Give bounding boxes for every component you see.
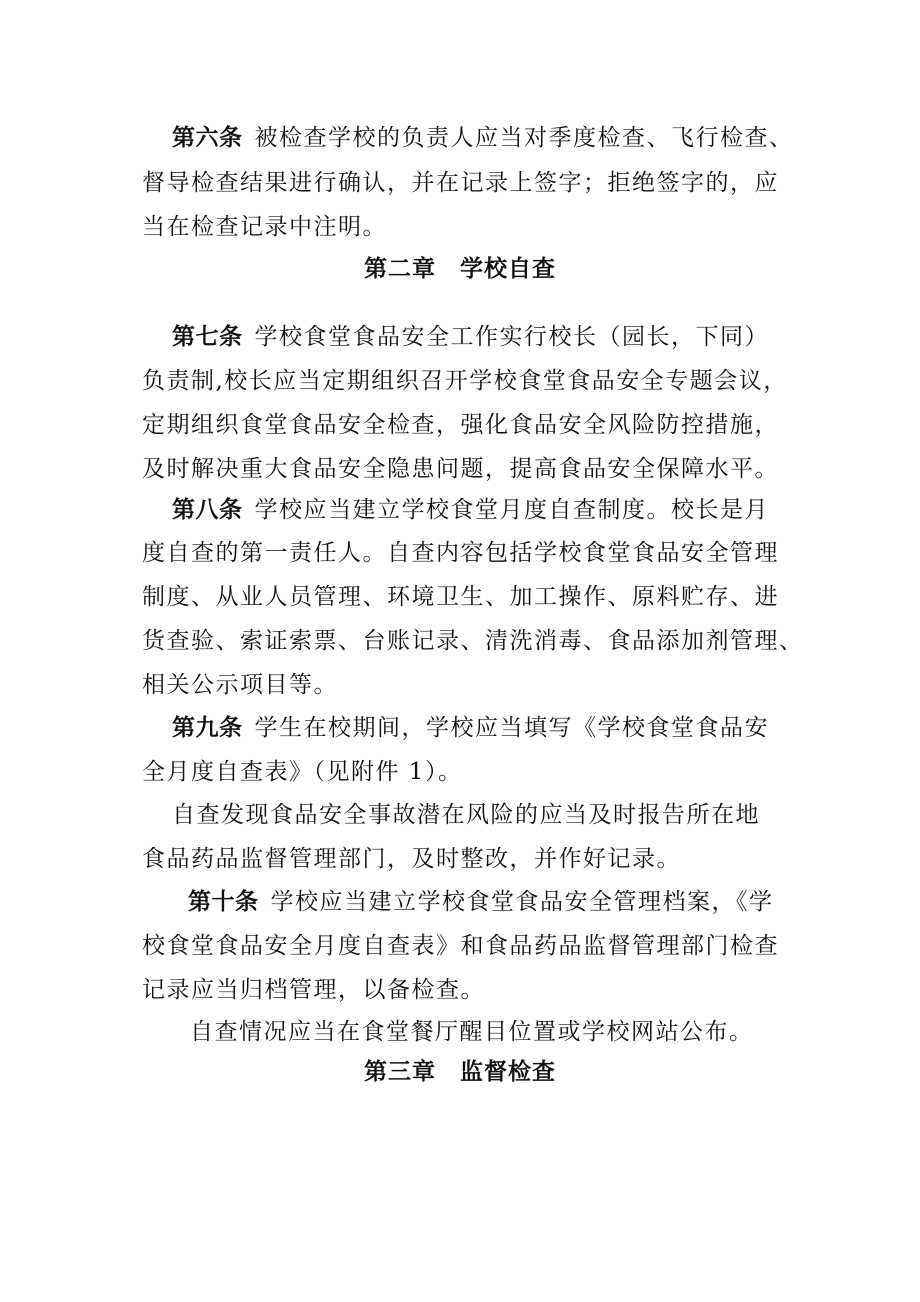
article-9-para-2-line-2: 食品药品监督管理部门，及时整改，并作好记录。 (142, 846, 681, 872)
article-6-line-2: 督导检查结果进行确认，并在记录上签字；拒绝签字的，应 (142, 170, 779, 196)
article-7-line-3: 定期组织食堂食品安全检查，强化食品安全风险防控措施， (142, 412, 779, 438)
article-10-text-1: 学校应当建立学校食堂食品安全管理档案，《学 (270, 889, 774, 915)
article-8-line-5: 相关公示项目等。 (142, 672, 338, 698)
article-10-label: 第十条 (188, 889, 259, 915)
article-8-line-4: 货查验、索证索票、台账记录、清洗消毒、食品添加剂管理、 (142, 628, 804, 654)
article-8-line-3: 制度、从业人员管理、环境卫生、加工操作、原料贮存、进 (142, 584, 779, 610)
article-8-line-1 (172, 495, 769, 525)
article-7-line-2: 负责制,校长应当定期组织召开学校食堂食品安全专题会议， (142, 368, 788, 394)
article-6-line-3: 当在检查记录中注明。 (142, 214, 387, 240)
article-10-line-2: 校食堂食品安全月度自查表》和食品药品监督管理部门检查 (142, 933, 779, 959)
article-8-label: 第八条 (172, 497, 243, 523)
article-6-text-1: 被检查学校的负责人应当对季度检查、飞行检查、 (254, 125, 794, 151)
article-6-label: 第六条 (172, 125, 243, 151)
chapter-3-heading: 第三章 监督检查 (364, 1059, 556, 1085)
chapter-2-heading: 第二章 学校自查 (364, 256, 556, 282)
article-10-line-3: 记录应当归档管理，以备检查。 (142, 977, 485, 1003)
article-9-line-2: 全月度自查表》（见附件 1）。 (142, 759, 463, 785)
article-9-text-1: 学生在校期间，学校应当填写《学校食堂食品安 (254, 715, 769, 741)
article-7-line-1 (172, 322, 769, 352)
article-7-label: 第七条 (172, 324, 243, 350)
article-6-line-1 (172, 123, 794, 153)
article-10-line-1 (188, 887, 774, 917)
article-8-line-2: 度自查的第一责任人。自查内容包括学校食堂食品安全管理 (142, 540, 779, 566)
article-10-para-2: 自查情况应当在食堂餐厅醒目位置或学校网站公布。 (190, 1019, 754, 1045)
article-9-line-1 (172, 713, 769, 743)
article-8-text-1: 学校应当建立学校食堂月度自查制度。校长是月 (254, 497, 769, 523)
article-9-para-2-line-1: 自查发现食品安全事故潜在风险的应当及时报告所在地 (172, 802, 760, 828)
article-9-label: 第九条 (172, 715, 243, 741)
article-7-line-4: 及时解决重大食品安全隐患问题，提高食品安全保障水平。 (142, 456, 779, 482)
article-7-text-1: 学校食堂食品安全工作实行校长（园长，下同） (254, 324, 769, 350)
